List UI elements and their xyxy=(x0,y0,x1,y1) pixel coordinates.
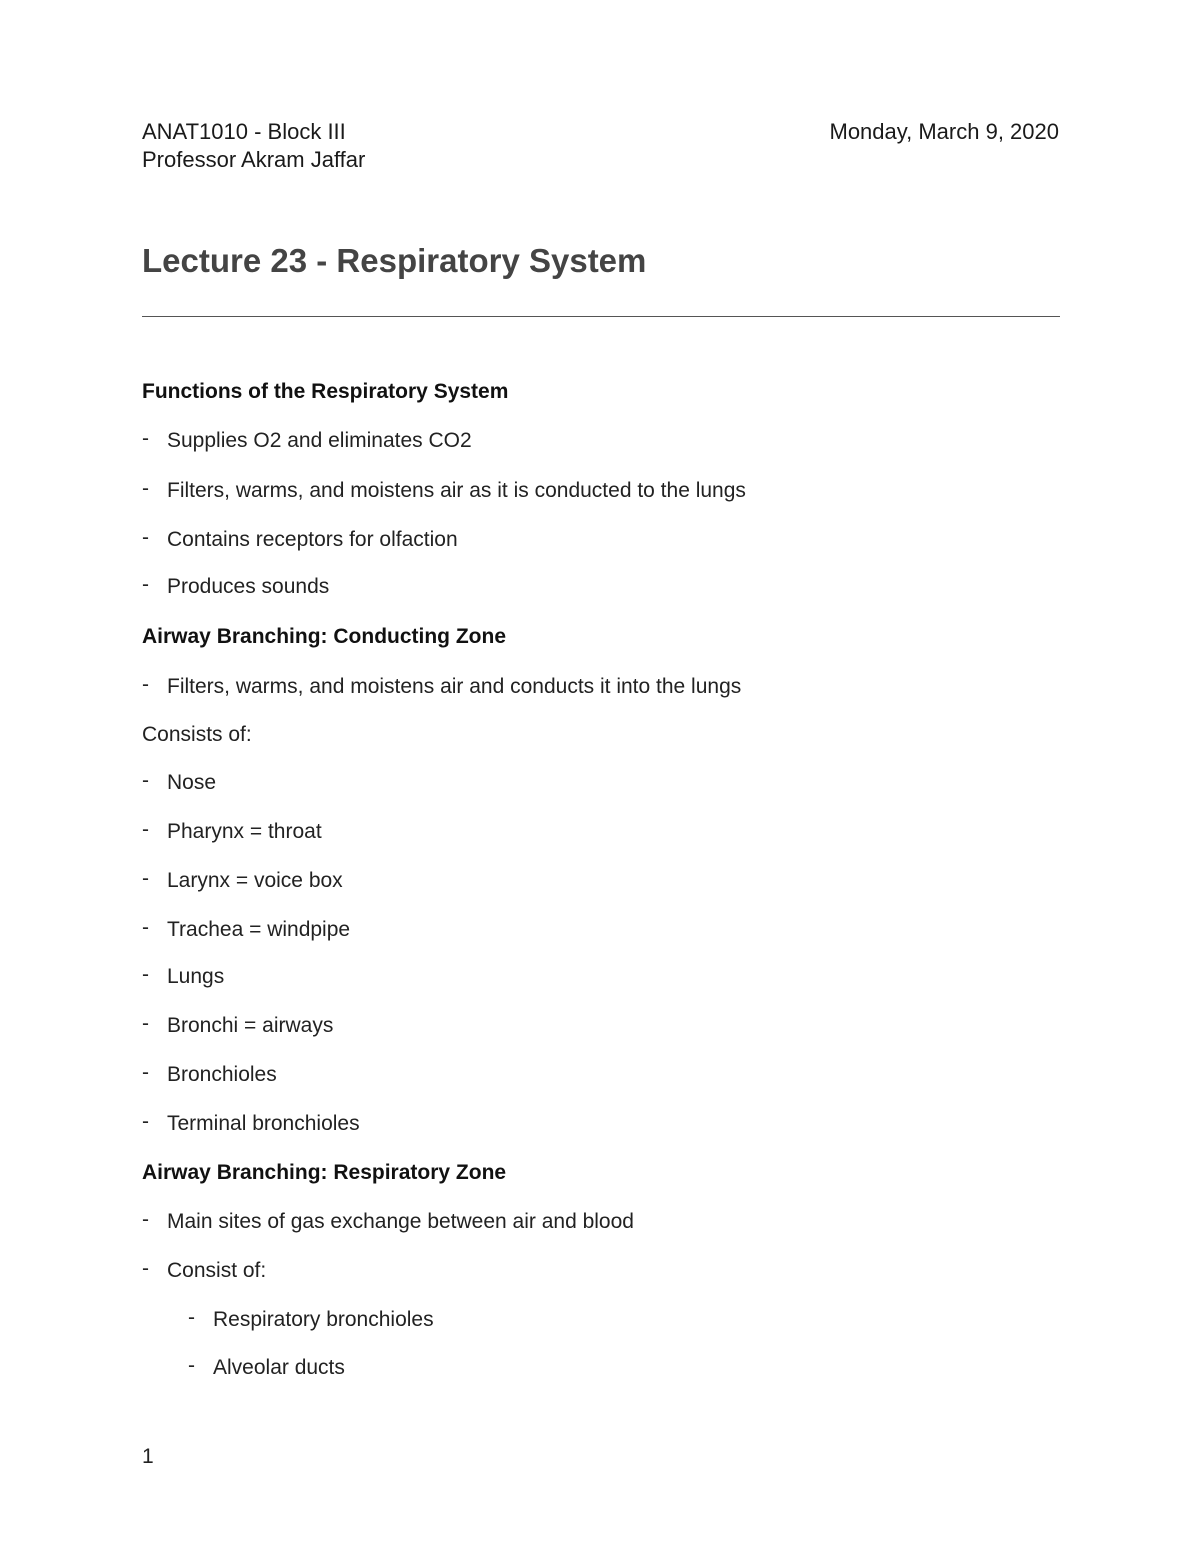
section-heading-respiratory-zone: Airway Branching: Respiratory Zone xyxy=(142,1161,507,1184)
consists-of-label: Consists of: xyxy=(142,723,252,746)
bullet-dash: - xyxy=(142,963,149,986)
bullet-dash: - xyxy=(142,526,149,549)
bullet-dash: - xyxy=(188,1306,195,1329)
bullet-dash: - xyxy=(142,1012,149,1035)
bullet-dash: - xyxy=(142,916,149,939)
bullet-dash: - xyxy=(142,818,149,841)
section-heading-conducting-zone: Airway Branching: Conducting Zone xyxy=(142,625,507,648)
bullet-dash: - xyxy=(142,477,149,500)
bullet-dash: - xyxy=(188,1354,195,1377)
bullet-dash: - xyxy=(142,1110,149,1133)
page-number: 1 xyxy=(142,1445,154,1468)
bullet-dash: - xyxy=(142,1257,149,1280)
bullet-dash: - xyxy=(142,573,149,596)
lecture-date: Monday, March 9, 2020 xyxy=(829,119,1059,144)
title-divider xyxy=(142,316,1060,317)
professor-name: Professor Akram Jaffar xyxy=(142,147,366,172)
section-heading-functions: Functions of the Respiratory System xyxy=(142,380,509,403)
bullet-dash: - xyxy=(142,769,149,792)
bullet-dash: - xyxy=(142,1061,149,1084)
page-title: Lecture 23 - Respiratory System xyxy=(142,242,647,279)
bullet-dash: - xyxy=(142,673,149,696)
bullet-dash: - xyxy=(142,1208,149,1231)
course-title: ANAT1010 - Block III xyxy=(142,119,346,144)
bullet-dash: - xyxy=(142,867,149,890)
bullet-dash: - xyxy=(142,427,149,450)
